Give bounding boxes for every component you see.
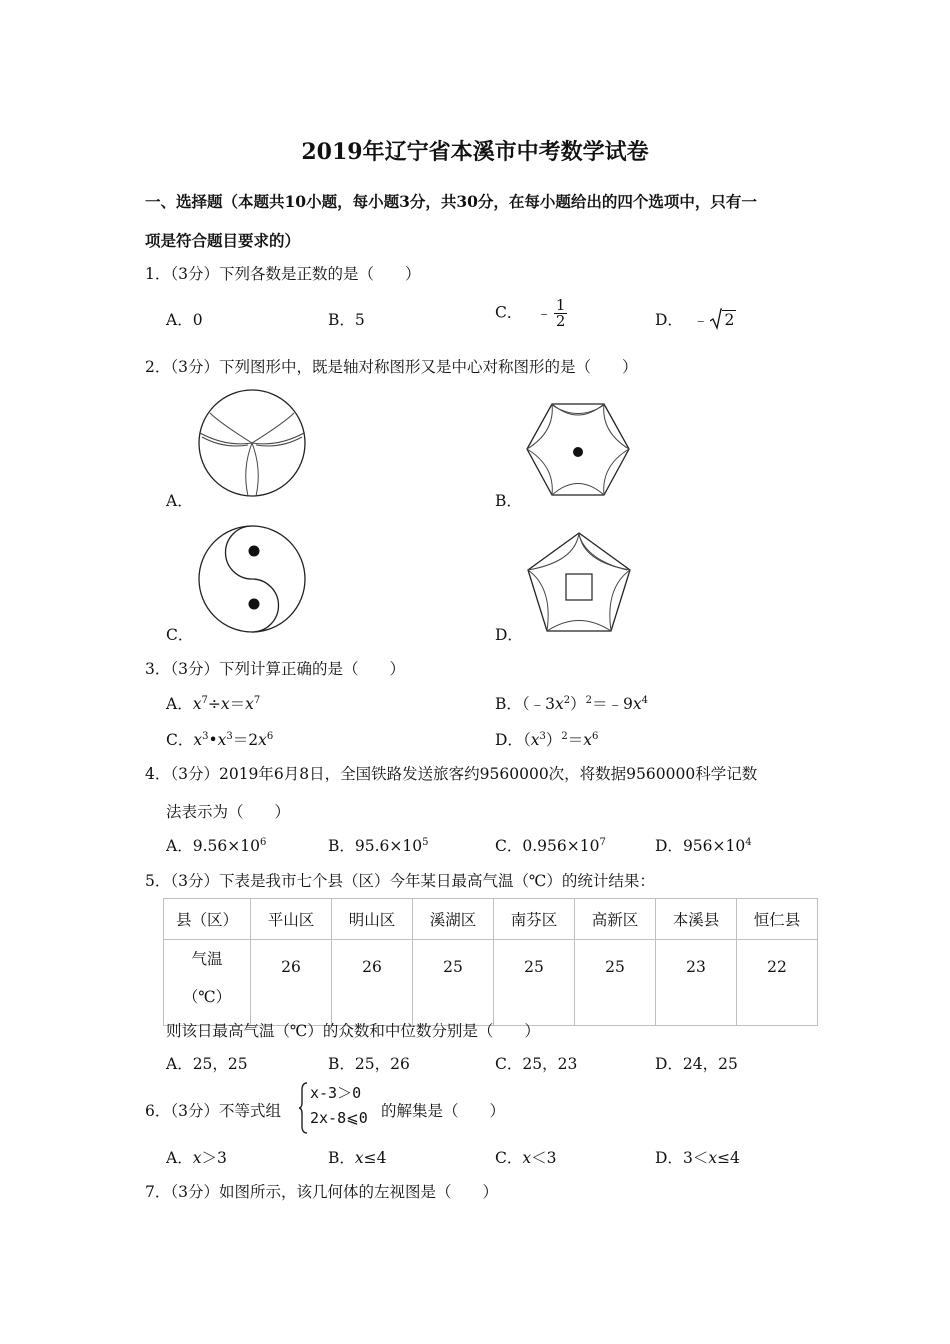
figure-c-taiji-icon bbox=[196, 523, 308, 635]
question-4-stem-cont: 法表示为（ ） bbox=[166, 803, 291, 821]
q4-d-exp: 4 bbox=[745, 837, 752, 848]
question-7-stem: 7．（3分）如图所示，该几何体的左视图是（ ） bbox=[145, 1183, 498, 1201]
figure-a-circle-trefoil-icon bbox=[196, 387, 308, 499]
left-brace-icon bbox=[298, 1082, 308, 1134]
q1-c-fraction bbox=[554, 298, 568, 329]
q4-d-base: 956×10 bbox=[682, 837, 746, 855]
q1-c-denominator: 2 bbox=[555, 312, 566, 330]
q1-d-label: D． bbox=[655, 311, 683, 329]
q6-option-b: B．x≤4 bbox=[328, 1149, 387, 1167]
question-6-stem bbox=[145, 1099, 281, 1121]
q4-a-label: A． bbox=[166, 837, 193, 855]
table-header-cell: 溪湖区 bbox=[413, 899, 494, 940]
q1-d-sign: ﹣ bbox=[692, 311, 709, 329]
q2-option-d: D． bbox=[495, 626, 523, 644]
question-4-stem: 4．（3分）2019年6月8日，全国铁路发送旅客约9560000次，将数据9560000科学记数 bbox=[145, 765, 758, 783]
table-cell: 22 bbox=[737, 940, 818, 1026]
section-heading: 一、选择题（本题共10小题，每小题3分，共30分，在每小题给出的四个选项中，只有一 bbox=[145, 192, 757, 211]
table-row-label bbox=[164, 940, 251, 1026]
q5-option-a: A．25，25 bbox=[166, 1055, 248, 1073]
figure-b-hexagon-arcs-icon bbox=[525, 402, 631, 497]
temperature-table bbox=[163, 898, 818, 1026]
question-3-stem: 3．（3分）下列计算正确的是（ ） bbox=[145, 660, 405, 678]
q3-option-c: C．$x^3•x^3=2x^6$ bbox=[166, 731, 274, 749]
page-title: 2019年辽宁省本溪市中考数学试卷 bbox=[301, 139, 649, 165]
section-heading-cont: 项是符合题目要求的） bbox=[145, 231, 301, 250]
table-row bbox=[164, 940, 818, 1026]
q2-option-a: A． bbox=[166, 492, 193, 510]
q4-b-base: 95.6×10 bbox=[354, 837, 423, 855]
q4-c-exp: 7 bbox=[599, 837, 606, 848]
q3-b-label: B． bbox=[495, 695, 522, 713]
row-label-line2: （℃） bbox=[182, 988, 232, 1006]
inequality-system bbox=[298, 1082, 380, 1134]
table-header-cell: 本溪县 bbox=[656, 899, 737, 940]
q4-b-exp: 5 bbox=[422, 837, 429, 848]
q6-option-c: C．x＜3 bbox=[495, 1149, 557, 1167]
question-6-stem-post: 的解集是（ ） bbox=[381, 1102, 506, 1120]
q6-c-label: C． bbox=[495, 1149, 523, 1167]
q1-c-numerator: 1 bbox=[555, 296, 566, 314]
table-cell: 25 bbox=[575, 940, 656, 1026]
table-header-cell: 恒仁县 bbox=[737, 899, 818, 940]
question-5-stem: 5．（3分）下表是我市七个县（区）今年某日最高气温（℃）的统计结果： bbox=[145, 872, 655, 890]
table-header-cell: 南芬区 bbox=[494, 899, 575, 940]
inequality-2: 2x-8⩽0 bbox=[310, 1109, 368, 1127]
figure-d-pentagon-square-icon bbox=[525, 530, 633, 634]
table-header-cell: 明山区 bbox=[332, 899, 413, 940]
q3-c-label: C． bbox=[166, 731, 194, 749]
q3-option-a: A．$x^7\div x=x^7$ bbox=[166, 695, 261, 713]
q3-a-label: A． bbox=[166, 695, 193, 713]
q6-option-a: A．x＞3 bbox=[166, 1149, 227, 1167]
table-cell: 23 bbox=[656, 940, 737, 1026]
q5-option-d: D．24，25 bbox=[655, 1055, 738, 1073]
question-1-stem: 1．（3分）下列各数是正数的是（ ） bbox=[145, 265, 421, 283]
inequality-1: x-3＞0 bbox=[310, 1084, 362, 1102]
q3-d-label: D． bbox=[495, 731, 523, 749]
q1-c-sign: ﹣ bbox=[536, 303, 552, 322]
q6-option-d: D．3＜x≤4 bbox=[655, 1149, 740, 1167]
q2-option-b: B． bbox=[495, 492, 522, 510]
table-header-cell: 平山区 bbox=[251, 899, 332, 940]
q4-option-b bbox=[328, 834, 429, 856]
table-cell: 25 bbox=[494, 940, 575, 1026]
q4-a-exp: 6 bbox=[259, 837, 267, 848]
q6-d-label: D． bbox=[655, 1149, 683, 1167]
q6-stem-pre: 6．（3分）不等式组 bbox=[145, 1102, 281, 1120]
q3-option-d: D．$(x^3)^2=x^6$ bbox=[495, 731, 599, 749]
q4-option-a bbox=[166, 834, 266, 856]
q4-c-label: C． bbox=[495, 837, 523, 855]
q4-b-label: B． bbox=[328, 837, 355, 855]
table-header-row bbox=[164, 899, 818, 940]
q1-option-c bbox=[495, 298, 567, 329]
q5-option-b: B．25，26 bbox=[328, 1055, 410, 1073]
q2-option-c: C． bbox=[166, 626, 194, 644]
table-cell: 26 bbox=[251, 940, 332, 1026]
q3-option-b: B．$(﹣3x^2)^2=﹣9x^4$ bbox=[495, 695, 649, 713]
table-cell: 26 bbox=[332, 940, 413, 1026]
q4-a-base: 9.56×10 bbox=[192, 837, 260, 855]
q6-a-label: A． bbox=[166, 1149, 193, 1167]
table-header-cell: 县（区） bbox=[164, 899, 251, 940]
q4-option-d bbox=[655, 834, 752, 856]
row-label-line1: 气温 bbox=[191, 950, 223, 968]
q6-b-label: B． bbox=[328, 1149, 355, 1167]
q5-option-c: C．25，23 bbox=[495, 1055, 578, 1073]
q4-option-c bbox=[495, 834, 606, 856]
q4-d-label: D． bbox=[655, 837, 683, 855]
q1-d-radicand: 2 bbox=[724, 311, 735, 329]
q1-option-b: B．5 bbox=[328, 311, 365, 329]
table-header-cell: 高新区 bbox=[575, 899, 656, 940]
sqrt-symbol-icon bbox=[710, 308, 722, 330]
q4-c-base: 0.956×10 bbox=[522, 837, 600, 855]
question-2-stem: 2．（3分）下列图形中，既是轴对称图形又是中心对称图形的是（ ） bbox=[145, 358, 638, 376]
q1-c-label: C． bbox=[495, 303, 523, 322]
q1-option-a: A．0 bbox=[166, 311, 203, 329]
q1-option-d bbox=[655, 308, 736, 330]
question-5-follow: 则该日最高气温（℃）的众数和中位数分别是（ ） bbox=[166, 1022, 540, 1040]
table-cell: 25 bbox=[413, 940, 494, 1026]
